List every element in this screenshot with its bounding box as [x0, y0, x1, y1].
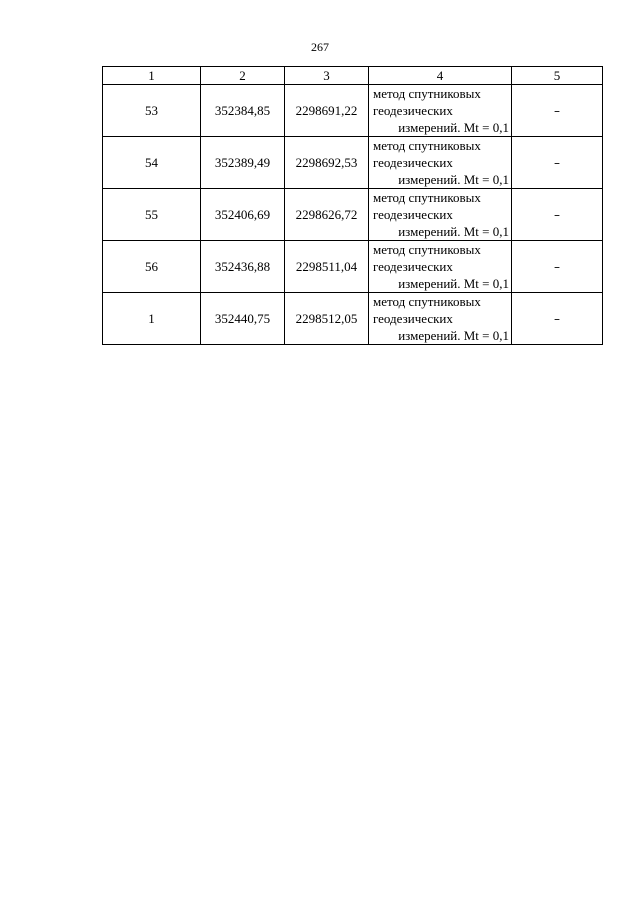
- method-line: метод спутниковых: [373, 242, 481, 257]
- point-number-cell: 54: [103, 137, 201, 189]
- y-coordinate-cell: 2298511,04: [285, 241, 369, 293]
- method-line: геодезических: [373, 103, 453, 118]
- column-header: 3: [285, 67, 369, 85]
- method-cell: [369, 85, 512, 137]
- table-row: [103, 241, 603, 293]
- x-coordinate-cell: 352389,49: [201, 137, 285, 189]
- table-row: [103, 293, 603, 345]
- method-cell: [369, 241, 512, 293]
- method-line: метод спутниковых: [373, 138, 481, 153]
- point-number-cell: 55: [103, 189, 201, 241]
- point-number-cell: 56: [103, 241, 201, 293]
- column-header: 2: [201, 67, 285, 85]
- method-line: измерений. Mt = 0,1: [398, 328, 509, 343]
- x-coordinate-cell: 352384,85: [201, 85, 285, 137]
- table-row: [103, 189, 603, 241]
- note-cell: –: [512, 293, 603, 345]
- y-coordinate-cell: 2298512,05: [285, 293, 369, 345]
- method-line: геодезических: [373, 155, 453, 170]
- method-line: измерений. Mt = 0,1: [398, 276, 509, 291]
- y-coordinate-cell: 2298692,53: [285, 137, 369, 189]
- note-cell: –: [512, 85, 603, 137]
- note-cell: –: [512, 189, 603, 241]
- method-line: метод спутниковых: [373, 86, 481, 101]
- column-header: 4: [369, 67, 512, 85]
- method-line: метод спутниковых: [373, 190, 481, 205]
- method-line: измерений. Mt = 0,1: [398, 172, 509, 187]
- method-line: метод спутниковых: [373, 294, 481, 309]
- page-number: 267: [311, 40, 329, 54]
- y-coordinate-cell: 2298691,22: [285, 85, 369, 137]
- point-number-cell: 1: [103, 293, 201, 345]
- method-line: измерений. Mt = 0,1: [398, 224, 509, 239]
- x-coordinate-cell: 352436,88: [201, 241, 285, 293]
- table-row: [103, 85, 603, 137]
- column-header: 1: [103, 67, 201, 85]
- x-coordinate-cell: 352406,69: [201, 189, 285, 241]
- method-cell: [369, 137, 512, 189]
- method-cell: [369, 189, 512, 241]
- coordinates-table: [102, 66, 603, 345]
- method-cell: [369, 293, 512, 345]
- note-cell: –: [512, 137, 603, 189]
- note-cell: –: [512, 241, 603, 293]
- column-header: 5: [512, 67, 603, 85]
- method-line: измерений. Mt = 0,1: [398, 120, 509, 135]
- table-row: [103, 137, 603, 189]
- table-header-row: [103, 67, 603, 85]
- method-line: геодезических: [373, 311, 453, 326]
- point-number-cell: 53: [103, 85, 201, 137]
- x-coordinate-cell: 352440,75: [201, 293, 285, 345]
- method-line: геодезических: [373, 259, 453, 274]
- method-line: геодезических: [373, 207, 453, 222]
- y-coordinate-cell: 2298626,72: [285, 189, 369, 241]
